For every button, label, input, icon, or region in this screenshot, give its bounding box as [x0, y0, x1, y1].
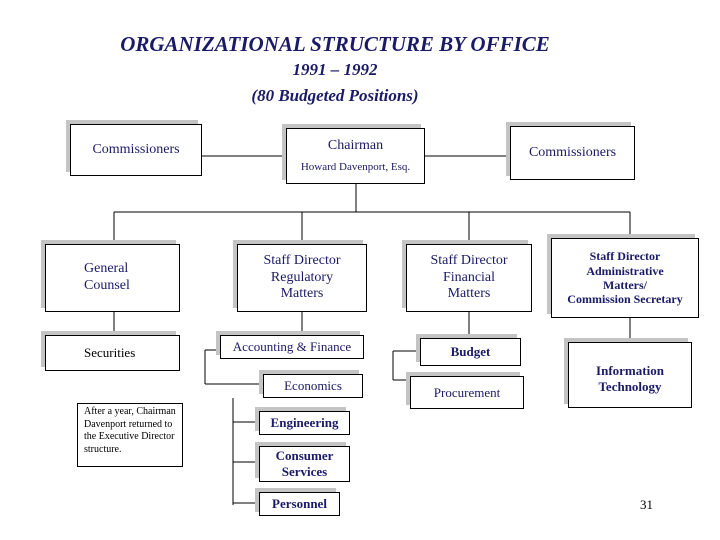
- chart-title: ORGANIZATIONAL STRUCTURE BY OFFICE: [120, 32, 550, 56]
- regulatory-line-1: Staff Director: [263, 252, 341, 268]
- consumer-services-line-1: Consumer: [275, 448, 334, 464]
- procurement-label: Procurement: [433, 384, 501, 400]
- administrative-line-2: Administrative: [586, 263, 664, 278]
- securities-label: Securities: [84, 345, 136, 361]
- engineering-label: Engineering: [270, 415, 339, 431]
- budget-label: Budget: [450, 344, 491, 360]
- procurement-box: [410, 376, 524, 409]
- regulatory-director-box: [237, 244, 367, 312]
- consumer-services-line-2: Services: [281, 464, 328, 479]
- commissioners-right-box: [510, 126, 635, 180]
- budget-box: [420, 338, 521, 366]
- chairman-name: Howard Davenport, Esq.: [300, 160, 411, 173]
- commissioners-right-label: Commissioners: [528, 144, 617, 160]
- regulatory-line-2: Regulatory: [270, 269, 334, 285]
- financial-line-2: Financial: [442, 269, 496, 285]
- consumer-services-box: [259, 446, 350, 482]
- general-counsel-line-2: Counsel: [84, 278, 130, 293]
- chairman-note: After a year, Chairman Davenport returned to the Executive Director structure.: [77, 403, 183, 467]
- financial-line-3: Matters: [447, 286, 491, 302]
- financial-line-1: Staff Director: [430, 252, 508, 268]
- information-technology-line-1: Information: [596, 363, 664, 378]
- administrative-line-4: Commission Secretary: [567, 292, 683, 307]
- page-number: 31: [640, 497, 653, 512]
- engineering-box: [259, 411, 350, 435]
- information-technology-box: [568, 342, 692, 408]
- commissioners-left-box: [70, 124, 202, 176]
- economics-label: Economics: [284, 378, 342, 394]
- administrative-line-1: Staff Director: [589, 249, 661, 264]
- general-counsel-box: [45, 244, 180, 312]
- economics-box: [263, 374, 363, 398]
- personnel-label: Personnel: [272, 496, 327, 512]
- administrative-director-box: [551, 238, 699, 318]
- commissioners-left-label: Commissioners: [92, 141, 180, 157]
- accounting-finance-box: [220, 335, 364, 359]
- general-counsel-line-1: General: [84, 261, 129, 277]
- securities-box: [45, 335, 180, 371]
- personnel-box: [259, 492, 340, 516]
- financial-director-box: [406, 244, 532, 312]
- chart-years: 1991 – 1992: [292, 60, 378, 79]
- information-technology-line-2: Technology: [598, 378, 662, 394]
- accounting-finance-label: Accounting & Finance: [232, 339, 352, 355]
- chairman-box: [286, 128, 425, 184]
- chart-subtitle: (80 Budgeted Positions): [251, 86, 419, 105]
- administrative-line-3: Matters/: [603, 278, 647, 292]
- regulatory-line-3: Matters: [280, 286, 324, 302]
- chairman-title: Chairman: [327, 138, 384, 153]
